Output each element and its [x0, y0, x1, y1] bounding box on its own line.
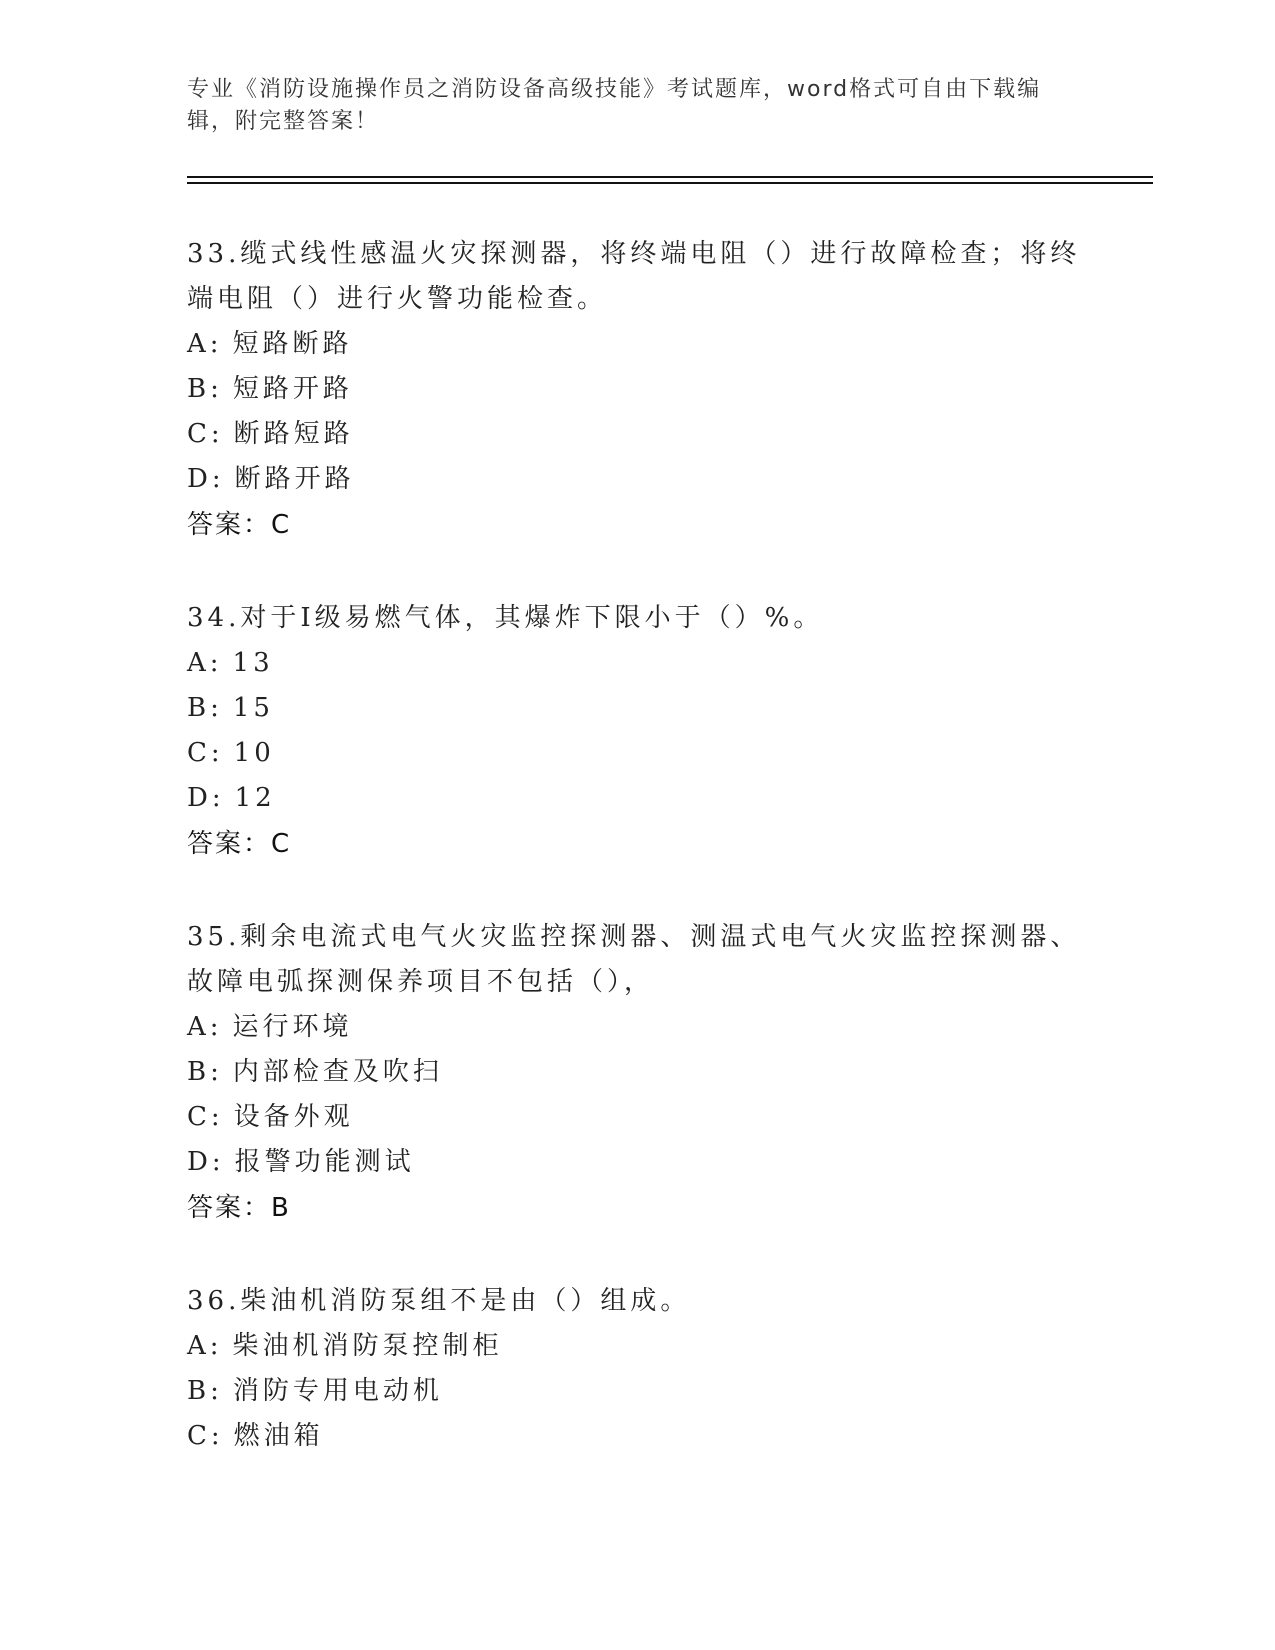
- option-key: D:: [187, 783, 225, 813]
- option-key: A:: [187, 329, 223, 359]
- option-a: [187, 641, 1087, 686]
- question-35: [187, 915, 1087, 1231]
- option-text: 断路开路: [234, 464, 355, 494]
- option-text: 13: [232, 648, 274, 678]
- option-text: 燃油箱: [233, 1421, 324, 1451]
- header-divider-top: [187, 176, 1153, 178]
- option-key: D:: [187, 1147, 225, 1177]
- option-d: [187, 457, 1087, 502]
- option-b: [187, 1369, 1087, 1414]
- option-c: [187, 731, 1087, 776]
- header-divider-bottom: [187, 182, 1153, 184]
- option-key: B:: [187, 1057, 223, 1087]
- option-key: A:: [187, 648, 223, 678]
- answer: 答案：B: [187, 1193, 291, 1223]
- option-c: [187, 1095, 1087, 1140]
- option-a: [187, 1324, 1087, 1369]
- option-c: [187, 412, 1087, 457]
- option-d: [187, 1140, 1087, 1185]
- option-text: 运行环境: [232, 1012, 353, 1042]
- option-b: [187, 686, 1087, 731]
- option-text: 柴油机消防泵控制柜: [232, 1331, 503, 1361]
- option-key: D:: [187, 464, 225, 494]
- option-text: 10: [233, 738, 275, 768]
- option-key: C:: [187, 1421, 224, 1451]
- option-b: [187, 1050, 1087, 1095]
- option-key: C:: [187, 419, 224, 449]
- option-key: A:: [187, 1012, 223, 1042]
- option-text: 报警功能测试: [234, 1147, 415, 1177]
- option-text: 消防专用电动机: [232, 1376, 443, 1406]
- option-text: 12: [234, 783, 276, 813]
- option-b: [187, 367, 1087, 412]
- option-text: 15: [232, 693, 274, 723]
- option-key: B:: [187, 374, 223, 404]
- question-stem: 35.剩余电流式电气火灾监控探测器、测温式电气火灾监控探测器、故障电弧探测保养项目不包括（），: [187, 922, 1081, 997]
- option-key: B:: [187, 1376, 223, 1406]
- option-text: 短路断路: [232, 329, 353, 359]
- document-intro: 专业《消防设施操作员之消防设备高级技能》考试题库，word格式可自由下载编辑，附完整答案！: [187, 77, 1042, 134]
- question-34: [187, 596, 1087, 867]
- option-key: C:: [187, 738, 224, 768]
- option-key: B:: [187, 693, 223, 723]
- answer: 答案：C: [187, 829, 292, 859]
- question-36: [187, 1279, 1087, 1459]
- option-key: A:: [187, 1331, 223, 1361]
- option-text: 设备外观: [233, 1102, 354, 1132]
- answer: 答案：C: [187, 510, 292, 540]
- question-33: [187, 232, 1087, 548]
- option-text: 断路短路: [233, 419, 354, 449]
- option-text: 短路开路: [232, 374, 353, 404]
- option-key: C:: [187, 1102, 224, 1132]
- option-c: [187, 1414, 1087, 1459]
- question-stem: 34.对于Ⅰ级易燃气体，其爆炸下限小于（）%。: [187, 603, 824, 633]
- option-a: [187, 1005, 1087, 1050]
- option-a: [187, 322, 1087, 367]
- question-stem: 36.柴油机消防泵组不是由（）组成。: [187, 1286, 691, 1316]
- option-text: 内部检查及吹扫: [232, 1057, 443, 1087]
- option-d: [187, 776, 1087, 821]
- question-stem: 33.缆式线性感温火灾探测器，将终端电阻（）进行故障检查；将终端电阻（）进行火警功能检查。: [187, 239, 1081, 314]
